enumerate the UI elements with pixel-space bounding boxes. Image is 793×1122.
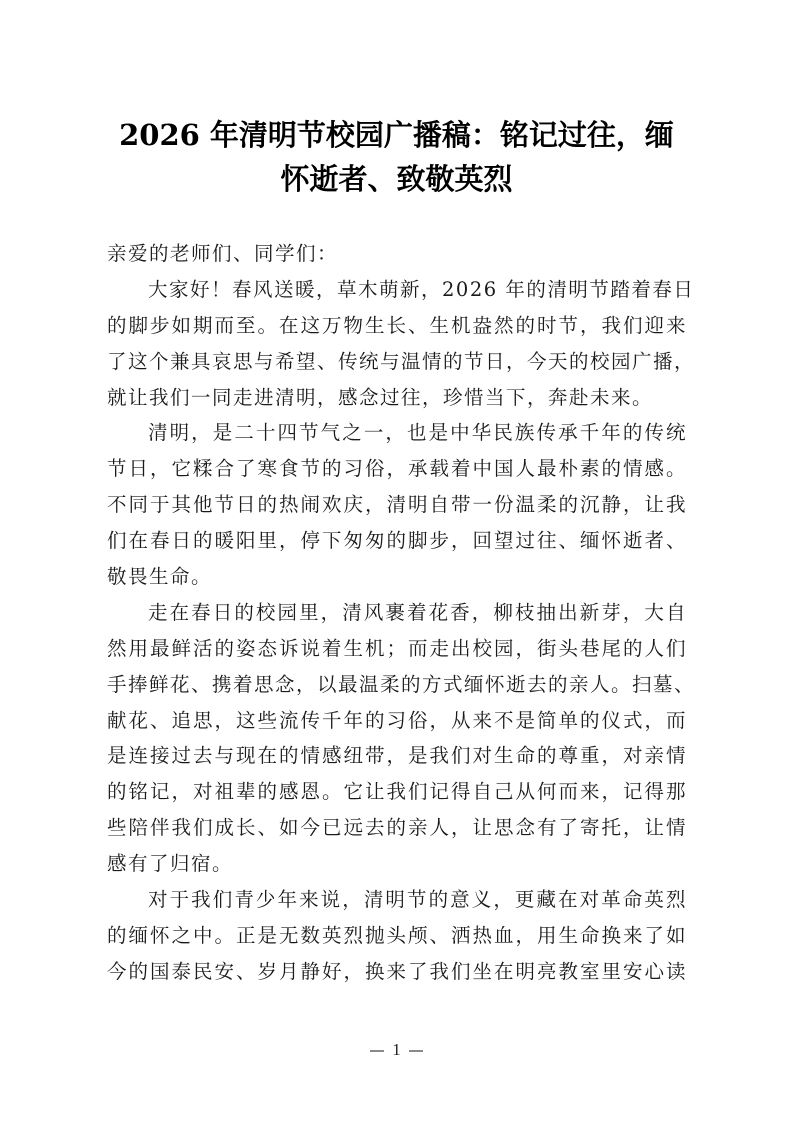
page-number: 1 bbox=[392, 1040, 401, 1059]
footer-dash-left bbox=[370, 1050, 384, 1052]
page-footer bbox=[0, 1040, 793, 1060]
paragraph-line: 不同于其他节日的热闹欢庆，清明自带一份温柔的沉静，让我 bbox=[107, 493, 687, 517]
document-title bbox=[100, 113, 693, 201]
paragraph-4 bbox=[107, 882, 687, 990]
paragraph-line: 就让我们一同走进清明，感念过往，珍惜当下，奔赴未来。 bbox=[107, 385, 654, 409]
paragraph-line: 们在春日的暖阳里，停下匆匆的脚步，回望过往、缅怀逝者、 bbox=[107, 529, 687, 553]
paragraph-3 bbox=[107, 595, 696, 882]
paragraph-line: 节日，它糅合了寒食节的习俗，承载着中国人最朴素的情感。 bbox=[107, 457, 687, 481]
paragraph-line: 的铭记，对祖辈的感恩。它让我们记得自己从何而来，记得那 bbox=[107, 780, 687, 804]
paragraph-line: 然用最鲜活的姿态诉说着生机；而走出校园，街头巷尾的人们 bbox=[107, 636, 687, 660]
paragraph-line: 大家好！春风送暖，草木萌新，2026 年的清明节踏着春日 bbox=[148, 277, 695, 301]
paragraph-line: 了这个兼具哀思与希望、传统与温情的节日，今天的校园广播， bbox=[107, 349, 696, 373]
paragraph-line: 清明，是二十四节气之一，也是中华民族传承千年的传统 bbox=[148, 421, 687, 445]
paragraph-line: 些陪伴我们成长、如今已远去的亲人，让思念有了寄托，让情 bbox=[107, 816, 687, 840]
paragraph-line: 的脚步如期而至。在这万物生长、生机盎然的时节，我们迎来 bbox=[107, 313, 687, 337]
paragraph-line: 对于我们青少年来说，清明节的意义，更藏在对革命英烈 bbox=[148, 888, 687, 912]
paragraph-line: 手捧鲜花、携着思念，以最温柔的方式缅怀逝去的亲人。扫墓、 bbox=[107, 672, 696, 696]
paragraph-line: 献花、追思，这些流传千年的习俗，从来不是简单的仪式，而 bbox=[107, 708, 687, 732]
footer-dash-right bbox=[409, 1050, 423, 1052]
title-line-1: 2026 年清明节校园广播稿：铭记过往，缅 bbox=[119, 118, 674, 152]
paragraph-line: 今的国泰民安、岁月静好，换来了我们坐在明亮教室里安心读 bbox=[107, 959, 687, 983]
paragraph-line: 的缅怀之中。正是无数英烈抛头颅、洒热血，用生命换来了如 bbox=[107, 923, 687, 947]
paragraph-1 bbox=[107, 272, 696, 416]
paragraph-line: 敬畏生命。 bbox=[107, 565, 213, 589]
paragraph-line: 感有了归宿。 bbox=[107, 852, 234, 876]
paragraph-line: 是连接过去与现在的情感纽带，是我们对生命的尊重，对亲情 bbox=[107, 744, 687, 768]
title-line-2: 怀逝者、致敬英烈 bbox=[280, 162, 513, 196]
salutation: 亲爱的老师们、同学们： bbox=[107, 242, 339, 265]
paragraph-line: 走在春日的校园里，清风裹着花香，柳枝抽出新芽，大自 bbox=[148, 600, 687, 624]
document-body bbox=[107, 236, 696, 990]
paragraph-2 bbox=[107, 415, 687, 594]
